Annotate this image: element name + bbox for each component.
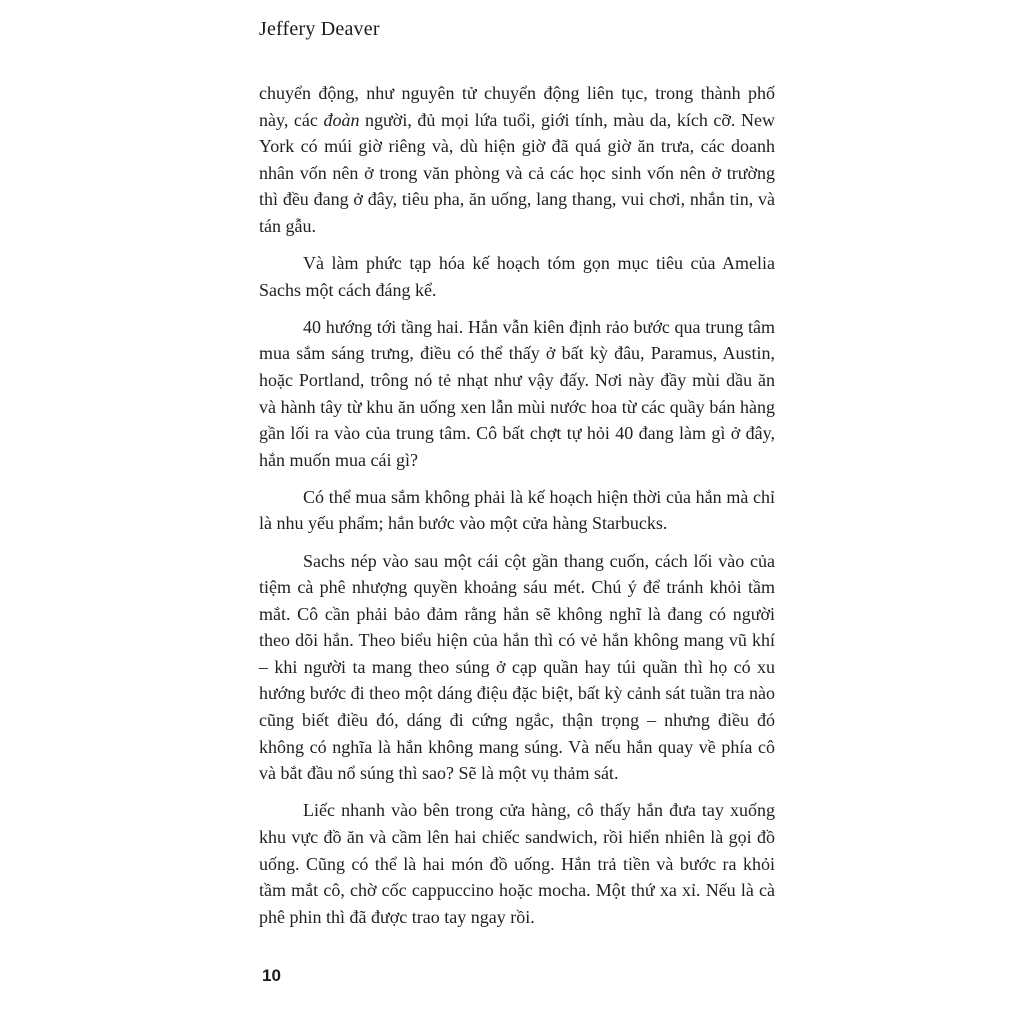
paragraph-6: Liếc nhanh vào bên trong cửa hàng, cô thấy hắn đưa tay xuống khu vực đồ ăn và cầm lên hai chiếc sandwich, rồi hiển nhiên là gọi đồ uống. Cũng có thể là hai món đồ uống. Hắn trả tiền và bước ra khỏi tầm mắt cô, chờ cốc cappuccino hoặc mocha. Một thứ xa xỉ. Nếu là cà phê phin thì đã được trao tay ngay rồi. bbox=[259, 800, 775, 927]
running-header-author: Jeffery Deaver bbox=[259, 18, 380, 40]
body-text bbox=[259, 80, 775, 941]
paragraph-1-text-after: người, đủ mọi lứa tuổi, giới tính, màu da, kích cỡ. New York có múi giờ riêng và, dù hiện giờ đã quá giờ ăn trưa, các doanh nhân vốn nên ở trong văn phòng và cả các học sinh vốn nên ở trường thì đều đang ở đây, tiêu pha, ăn uống, lang thang, vui chơi, nhắn tin, và tán gẫu. bbox=[259, 109, 775, 236]
paragraph-1 bbox=[259, 80, 775, 240]
paragraph-5: Sachs nép vào sau một cái cột gần thang cuốn, cách lối vào của tiệm cà phê nhượng quyền khoảng sáu mét. Chú ý để tránh khỏi tầm mắt. Cô cần phải bảo đảm rằng hắn sẽ không nghĩ là đang có người theo dõi hắn. Theo biểu hiện của hắn thì có vẻ hắn không mang vũ khí – khi người ta mang theo súng ở cạp quần hay túi quần thì họ có xu hướng bước đi theo một dáng điệu đặc biệt, bất kỳ cảnh sát tuần tra nào cũng biết điều đó, dáng đi cứng ngắc, thận trọng – nhưng điều đó không có nghĩa là hắn không mang súng. Và nếu hắn quay về phía cô và bắt đầu nổ súng thì sao? Sẽ là một vụ thảm sát. bbox=[259, 550, 775, 784]
paragraph-3: 40 hướng tới tầng hai. Hắn vẫn kiên định rảo bước qua trung tâm mua sắm sáng trưng, điều có thể thấy ở bất kỳ đâu, Paramus, Austin, hoặc Portland, trông nó tẻ nhạt như vậy đấy. Nơi này đầy mùi dầu ăn và hành tây từ khu ăn uống xen lẫn mùi nước hoa từ các quầy bán hàng gần lối ra vào của trung tâm. Cô bất chợt tự hỏi 40 đang làm gì ở đây, hắn muốn mua cái gì? bbox=[259, 316, 775, 470]
page-number: 10 bbox=[262, 966, 281, 985]
paragraph-1-emphasis: đoàn bbox=[323, 109, 360, 130]
paragraph-4: Có thể mua sắm không phải là kế hoạch hiện thời của hắn mà chỉ là nhu yếu phẩm; hắn bước vào một cửa hàng Starbucks. bbox=[259, 486, 775, 534]
paragraph-1-text-before: chuyển động, như nguyên tử chuyển động liên tục, trong thành phố này, các bbox=[259, 83, 775, 130]
paragraph-2: Và làm phức tạp hóa kế hoạch tóm gọn mục tiêu của Amelia Sachs một cách đáng kể. bbox=[259, 253, 775, 300]
